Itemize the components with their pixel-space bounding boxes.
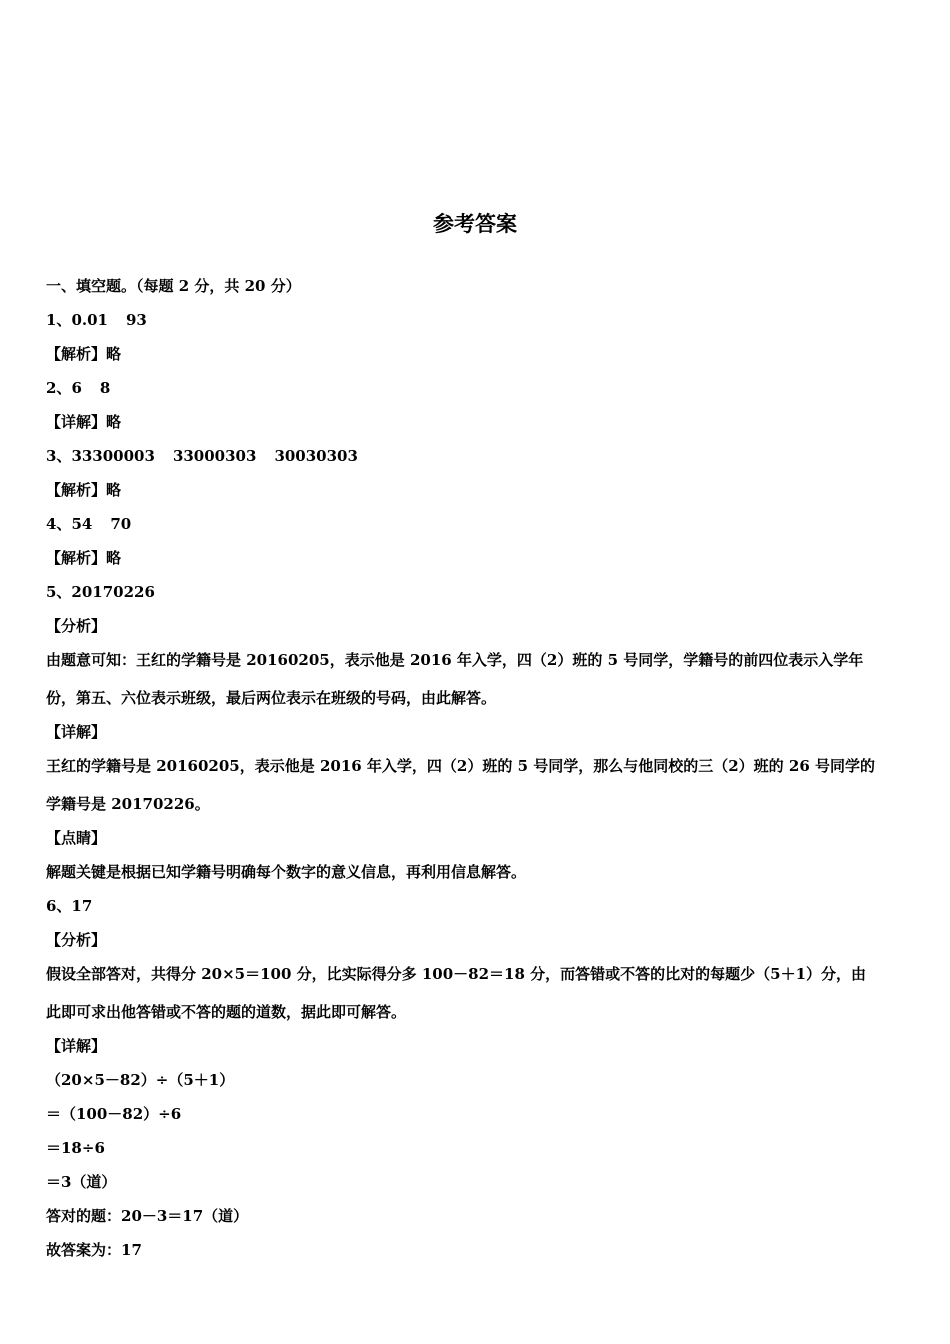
section-heading: 一、填空题。（每题 2 分，共 20 分） [46, 277, 301, 295]
q3-answer-2: 33000303 [172, 447, 257, 465]
q5-analysis-line-1: 由题意可知：王红的学籍号是 20160205，表示他是 2016 年入学，四（2）班的 5 号同学，学籍号的前四位表示入学年 [46, 651, 864, 669]
q6-detail-tag: 【详解】 [46, 1037, 107, 1055]
q4-number: 4、 [46, 515, 72, 533]
q4-answer-1: 54 [71, 515, 93, 533]
q5-detail-line-1: 王红的学籍号是 20160205，表示他是 2016 年入学，四（2）班的 5 号同学，那么与他同校的三（2）班的 26 号同学的 [46, 757, 875, 775]
q6-answer: 6、17 [46, 897, 93, 915]
q5-analysis-line-2: 份，第五、六位表示班级，最后两位表示在班级的号码，由此解答。 [46, 689, 497, 707]
q5-detail-tag: 【详解】 [46, 723, 107, 741]
q6-step-5: 答对的题：20－3＝17（道） [46, 1207, 249, 1225]
q3-answer-1: 33300003 [71, 447, 155, 465]
q1-answer-2: 93 [125, 311, 147, 329]
q1-answer-1: 0.01 [71, 311, 108, 329]
q3-answer-3: 30030303 [274, 447, 358, 465]
q4-answer [46, 512, 906, 546]
q5-answer: 5、20170226 [46, 583, 155, 601]
q6-step-4: ＝3（道） [46, 1173, 117, 1191]
q1-explanation: 【解析】略 [46, 345, 122, 363]
q5-analysis-tag: 【分析】 [46, 617, 107, 635]
q6-step-6: 故答案为：17 [46, 1241, 142, 1259]
page-title: 参考答案 [433, 212, 517, 236]
q2-number: 2、 [46, 379, 72, 397]
q6-step-2: ＝（100－82）÷6 [46, 1105, 182, 1123]
q3-explanation: 【解析】略 [46, 481, 122, 499]
q2-answer-1: 6 [71, 379, 82, 397]
q6-step-1: （20×5－82）÷（5＋1） [46, 1071, 235, 1089]
q1-answer [46, 308, 906, 342]
q2-explanation: 【详解】略 [46, 413, 122, 431]
q6-analysis-tag: 【分析】 [46, 931, 107, 949]
q2-answer [46, 376, 906, 410]
q5-point-tag: 【点睛】 [46, 829, 107, 847]
q3-number: 3、 [46, 447, 72, 465]
q6-step-3: ＝18÷6 [46, 1139, 105, 1157]
answer-content [46, 274, 906, 1272]
q6-analysis-line-1: 假设全部答对，共得分 20×5＝100 分，比实际得分多 100－82＝18 分，而答错或不答的比对的每题少（5＋1）分，由 [46, 965, 867, 983]
q5-point-text: 解题关键是根据已知学籍号明确每个数字的意义信息，再利用信息解答。 [46, 863, 527, 881]
q3-answer [46, 444, 906, 478]
q4-answer-2: 70 [110, 515, 132, 533]
q5-detail-line-2: 学籍号是 20170226。 [46, 795, 210, 813]
q1-number: 1、 [46, 311, 72, 329]
q2-answer-2: 8 [99, 379, 111, 397]
q4-explanation: 【解析】略 [46, 549, 122, 567]
q6-analysis-line-2: 此即可求出他答错或不答的题的道数，据此即可解答。 [46, 1003, 407, 1021]
